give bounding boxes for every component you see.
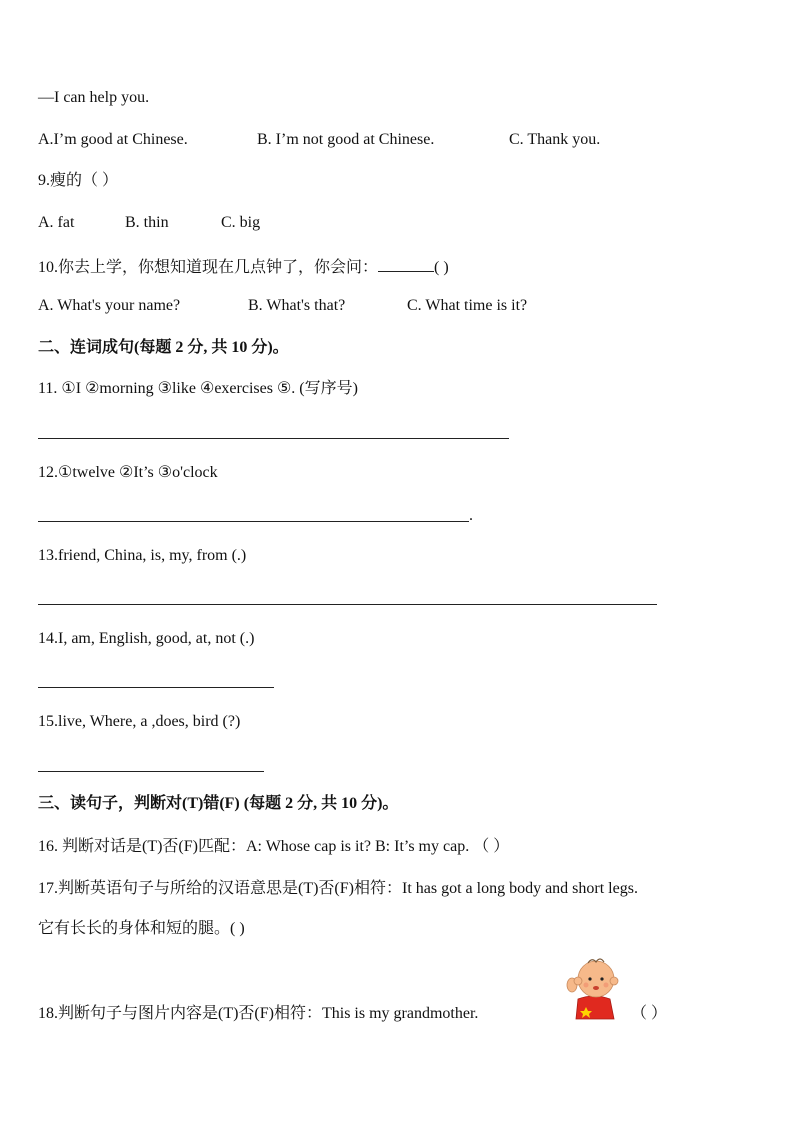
q15-answer-line[interactable]	[38, 771, 264, 772]
q10-stem-text: 10.你去上学，你想知道现在几点钟了，你会问：	[38, 259, 379, 276]
q13-prompt: 13.friend, China, is, my, from (.)	[38, 547, 247, 564]
cartoon-child-image	[560, 955, 628, 1023]
q14-answer-line[interactable]	[38, 687, 274, 688]
q15-prompt: 15.live, Where, a ,does, bird (?)	[38, 713, 241, 730]
q12-prompt: 12.①twelve ②It’s ③o'clock	[38, 464, 218, 481]
q9-option-a: A. fat	[38, 214, 75, 231]
q9-option-c: C. big	[221, 214, 261, 231]
q8-option-c: C. Thank you.	[509, 131, 601, 148]
q12-period: .	[469, 507, 473, 524]
q10-option-b: B. What's that?	[248, 297, 346, 314]
q9-option-b: B. thin	[125, 214, 169, 231]
q12-answer-line[interactable]	[38, 521, 469, 522]
q10-option-a: A. What's your name?	[38, 297, 181, 314]
section3-heading: 三、读句子，判断对(T)错(F) (每题 2 分, 共 10 分)。	[38, 795, 399, 812]
q18-prompt: 18.判断句子与图片内容是(T)否(F)相符：This is my grandmother.	[38, 1005, 479, 1022]
q14-prompt: 14.I, am, English, good, at, not (.)	[38, 630, 255, 647]
q16-prompt: 16. 判断对话是(T)否(F)匹配：A: Whose cap is it? B: It’s my cap. （ ）	[38, 838, 510, 855]
q11-answer-line[interactable]	[38, 438, 509, 439]
q8-option-a: A.I’m good at Chinese.	[38, 131, 188, 148]
q11-prompt: 11. ①I ②morning ③like ④exercises ⑤. (写序号)	[38, 380, 358, 397]
q17-prompt-line1: 17.判断英语句子与所给的汉语意思是(T)否(F)相符：It has got a long body and short legs.	[38, 880, 638, 897]
q18-answer-paren[interactable]: （ ）	[631, 1005, 668, 1022]
q10-answer-blank[interactable]	[378, 255, 434, 272]
q9-stem: 9.瘦的（ ）	[38, 172, 119, 189]
q10-paren: ( )	[434, 259, 449, 276]
section2-heading: 二、连词成句(每题 2 分, 共 10 分)。	[38, 339, 289, 356]
q10-stem	[38, 255, 449, 278]
q8-option-b: B. I’m not good at Chinese.	[257, 131, 435, 148]
q13-answer-line[interactable]	[38, 604, 657, 605]
q10-option-c: C. What time is it?	[407, 297, 528, 314]
q8-stem: —I can help you.	[38, 89, 150, 106]
q17-prompt-line2: 它有长长的身体和短的腿。( )	[38, 920, 245, 937]
